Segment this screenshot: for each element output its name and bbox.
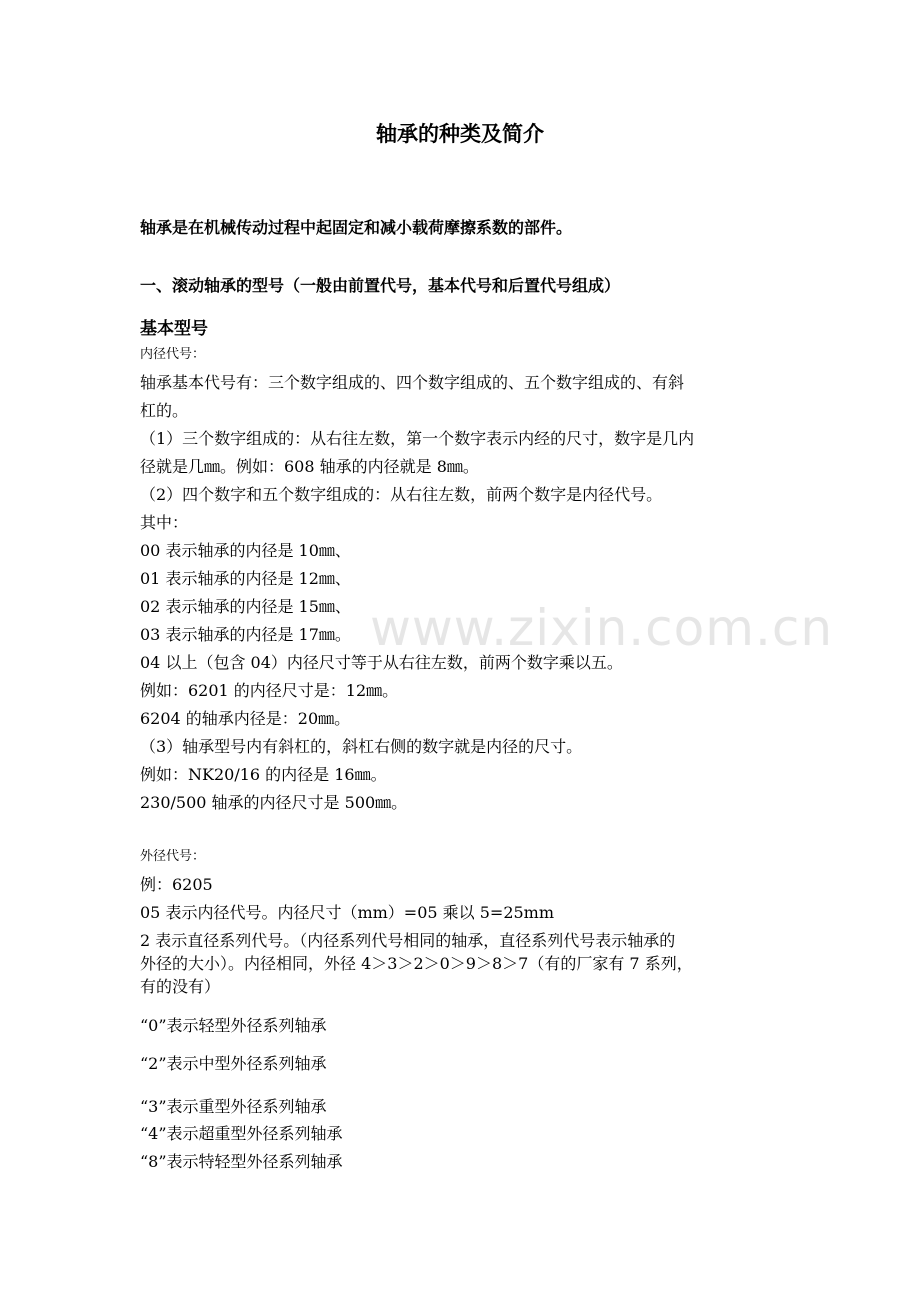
text-line: 杠的。: [140, 401, 189, 420]
text-line: 230/500 轴承的内径尺寸是 500㎜。: [140, 793, 408, 812]
series-item: “4”表示超重型外径系列轴承: [140, 1124, 343, 1143]
section-heading: 一、滚动轴承的型号（一般由前置代号，基本代号和后置代号组成）: [140, 276, 621, 295]
text-line: 02 表示轴承的内径是 15㎜、: [140, 597, 351, 616]
outer-diameter-label: 外径代号：: [140, 849, 206, 864]
text-line: （1）三个数字组成的：从右往左数，第一个数字表示内经的尺寸，数字是几内: [140, 429, 695, 448]
text-line: 6204 的轴承内径是：20㎜。: [140, 709, 351, 728]
text-line: 03 表示轴承的内径是 17㎜。: [140, 625, 351, 644]
text-line: 01 表示轴承的内径是 12㎜、: [140, 569, 351, 588]
watermark: www.zixin.com.cn: [370, 599, 834, 657]
series-item: “3”表示重型外径系列轴承: [140, 1097, 327, 1116]
inner-diameter-label: 内径代号：: [140, 347, 206, 362]
document-title: 轴承的种类及简介: [376, 122, 544, 146]
text-line: 04 以上（包含 04）内径尺寸等于从右往左数，前两个数字乘以五。: [140, 653, 623, 672]
series-item: “0”表示轻型外径系列轴承: [140, 1016, 327, 1035]
text-line: 有的没有）: [140, 977, 221, 996]
text-line: 其中：: [140, 513, 189, 532]
text-line: 径就是几㎜。例如：608 轴承的内径就是 8㎜。: [140, 457, 479, 476]
intro-text: 轴承是在机械传动过程中起固定和减小载荷摩擦系数的部件。: [140, 218, 573, 237]
text-line: 例如：6201 的内径尺寸是：12㎜。: [140, 681, 399, 700]
text-line: 外径的大小）。内径相同，外径 4＞3＞2＞0＞9＞8＞7（有的厂家有 7 系列，: [140, 954, 693, 973]
text-line: （3）轴承型号内有斜杠的，斜杠右侧的数字就是内径的尺寸。: [140, 737, 583, 756]
text-line: 2 表示直径系列代号。（内径系列代号相同的轴承，直径系列代号表示轴承的: [140, 931, 676, 950]
subheading: 基本型号: [140, 319, 208, 339]
series-item: “2”表示中型外径系列轴承: [140, 1054, 327, 1073]
text-line: 例如：NK20/16 的内径是 16㎜。: [140, 765, 387, 784]
text-line: 05 表示内径代号。内径尺寸（mm）=05 乘以 5=25mm: [140, 903, 555, 922]
text-line: 00 表示轴承的内径是 10㎜、: [140, 541, 351, 560]
text-line: 例：6205: [140, 875, 213, 894]
series-item: “8”表示特轻型外径系列轴承: [140, 1152, 343, 1171]
text-line: （2）四个数字和五个数字组成的：从右往左数，前两个数字是内径代号。: [140, 485, 663, 504]
text-line: 轴承基本代号有：三个数字组成的、四个数字组成的、五个数字组成的、有斜: [140, 373, 685, 392]
